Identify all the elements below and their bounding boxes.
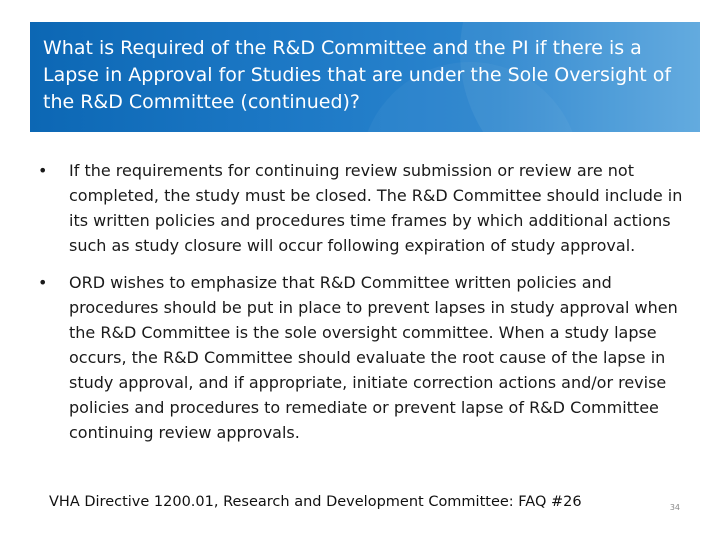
bullet-list xyxy=(38,158,698,445)
page-number: 34 xyxy=(669,503,680,512)
slide-title: What is Required of the R&D Committee and the PI if there is a Lapse in Approval for Studies that are under the Sole Oversight of the R&D Committee (continued)? xyxy=(43,37,672,113)
bullet-item xyxy=(38,270,698,445)
bullet-dot: • xyxy=(38,273,48,292)
bullet-item xyxy=(38,158,698,258)
title-banner xyxy=(30,22,700,132)
bullet-text: If the requirements for continuing review submission or review are not completed, the study must be closed. The R&D Committee should include in its written policies and procedures time frames by which additional actions such as study closure will occur following expiration of study approval. xyxy=(69,161,683,255)
bullet-dot: • xyxy=(38,161,48,180)
footer-citation: VHA Directive 1200.01, Research and Development Committee: FAQ #26 xyxy=(49,494,582,510)
bullet-text: ORD wishes to emphasize that R&D Committee written policies and procedures should be put in place to prevent lapses in study approval when the R&D Committee is the sole oversight committee. When a study lapse occurs, the R&D Committee should evaluate the root cause of the lapse in study approval, and if appropriate, initiate correction actions and/or revise policies and procedures to remediate or prevent lapse of R&D Committee continuing review approvals. xyxy=(69,273,678,442)
